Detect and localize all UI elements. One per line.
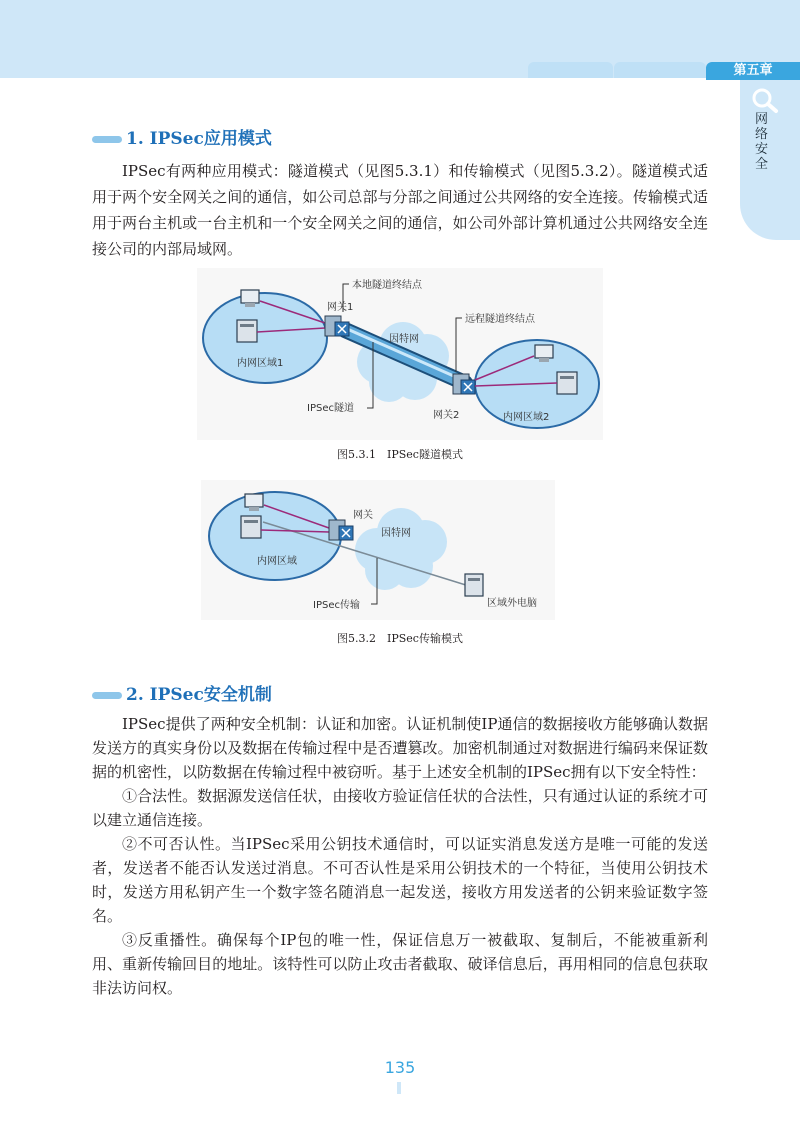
section-body (92, 712, 708, 1000)
page-number: 135 (384, 1058, 416, 1077)
section-heading (92, 680, 272, 705)
gateway-label: 网关 (353, 510, 373, 521)
intranet-label: 内网区域 (257, 556, 297, 567)
paragraph: IPSec提供了两种安全机制：认证和加密。认证机制使IP通信的数据接收方能够确认数据发送方的真实身份以及数据在传输过程中是否遭篡改。加密机制通过对数据进行编码来保证数据的机密性，以防数据在传输过程中被窃听。基于上述安全机制的IPSec拥有以下安全特性： (92, 715, 708, 781)
transport-mode-diagram (201, 480, 555, 620)
section-heading-text: 1. IPSec应用模式 (126, 129, 272, 149)
header-tab-decor (614, 62, 706, 78)
external-computer-icon (465, 574, 483, 596)
gateway1-label: 网关1 (327, 302, 354, 313)
server-icon (557, 372, 577, 394)
figure-caption: 图5.3.2 IPSec传输模式 (337, 632, 463, 645)
header-tab-decor (528, 62, 613, 78)
external-pc-label: 区域外电脑 (487, 598, 537, 609)
heading-bar-decor (92, 136, 122, 143)
side-section-label: 网络安全 (755, 112, 769, 172)
internet-label: 因特网 (389, 334, 419, 345)
tunnel-label: IPSec隧道 (307, 403, 354, 414)
local-endpoint-label: 本地隧道终结点 (352, 280, 422, 291)
paragraph: ①合法性。数据源发送信任状，由接收方验证信任状的合法性，只有通过认证的系统才可以建立通信连接。 (92, 787, 708, 829)
intranet-zone-1 (203, 293, 327, 383)
remote-endpoint-label: 远程隧道终结点 (465, 314, 535, 325)
chapter-tab: 第五章 (706, 62, 800, 80)
section-heading-text: 2. IPSec安全机制 (126, 685, 272, 705)
server-icon (237, 320, 257, 342)
internet-label: 因特网 (381, 528, 411, 539)
section-heading (92, 124, 272, 149)
transport-label: IPSec传输 (313, 600, 360, 611)
server-icon (241, 516, 261, 538)
page-number-tick-decor (397, 1082, 401, 1094)
paragraph: ③反重播性。确保每个IP包的唯一性，保证信息万一被截取、复制后，不能被重新利用、重新传输回目的地址。该特性可以防止攻击者截取、破译信息后，再用相同的信息包获取非法访问权。 (92, 931, 708, 997)
intranet2-label: 内网区域2 (503, 412, 550, 423)
intranet1-label: 内网区域1 (237, 358, 284, 369)
tunnel-mode-diagram (197, 268, 603, 440)
paragraph: ②不可否认性。当IPSec采用公钥技术通信时，可以证实消息发送方是唯一可能的发送者，发送者不能否认发送过消息。不可否认性是采用公钥技术的一个特征，当使用公钥技术时，发送方用私钥产生一个数字签名随消息一起发送，接收方用发送者的公钥来验证数字签名。 (92, 835, 708, 925)
paragraph: IPSec有两种应用模式：隧道模式（见图5.3.1）和传输模式（见图5.3.2）。隧道模式适用于两个安全网关之间的通信，如公司总部与分部之间通过公共网络的安全连接。传输模式适用于两台主机或一台主机和一个安全网关之间的通信，如公司外部计算机通过公共网络安全连接公司的内部局域网。 (92, 162, 708, 258)
gateway2-label: 网关2 (433, 410, 460, 421)
heading-bar-decor (92, 692, 122, 699)
magnifier-icon (750, 86, 780, 114)
figure-caption: 图5.3.1 IPSec隧道模式 (337, 448, 463, 461)
